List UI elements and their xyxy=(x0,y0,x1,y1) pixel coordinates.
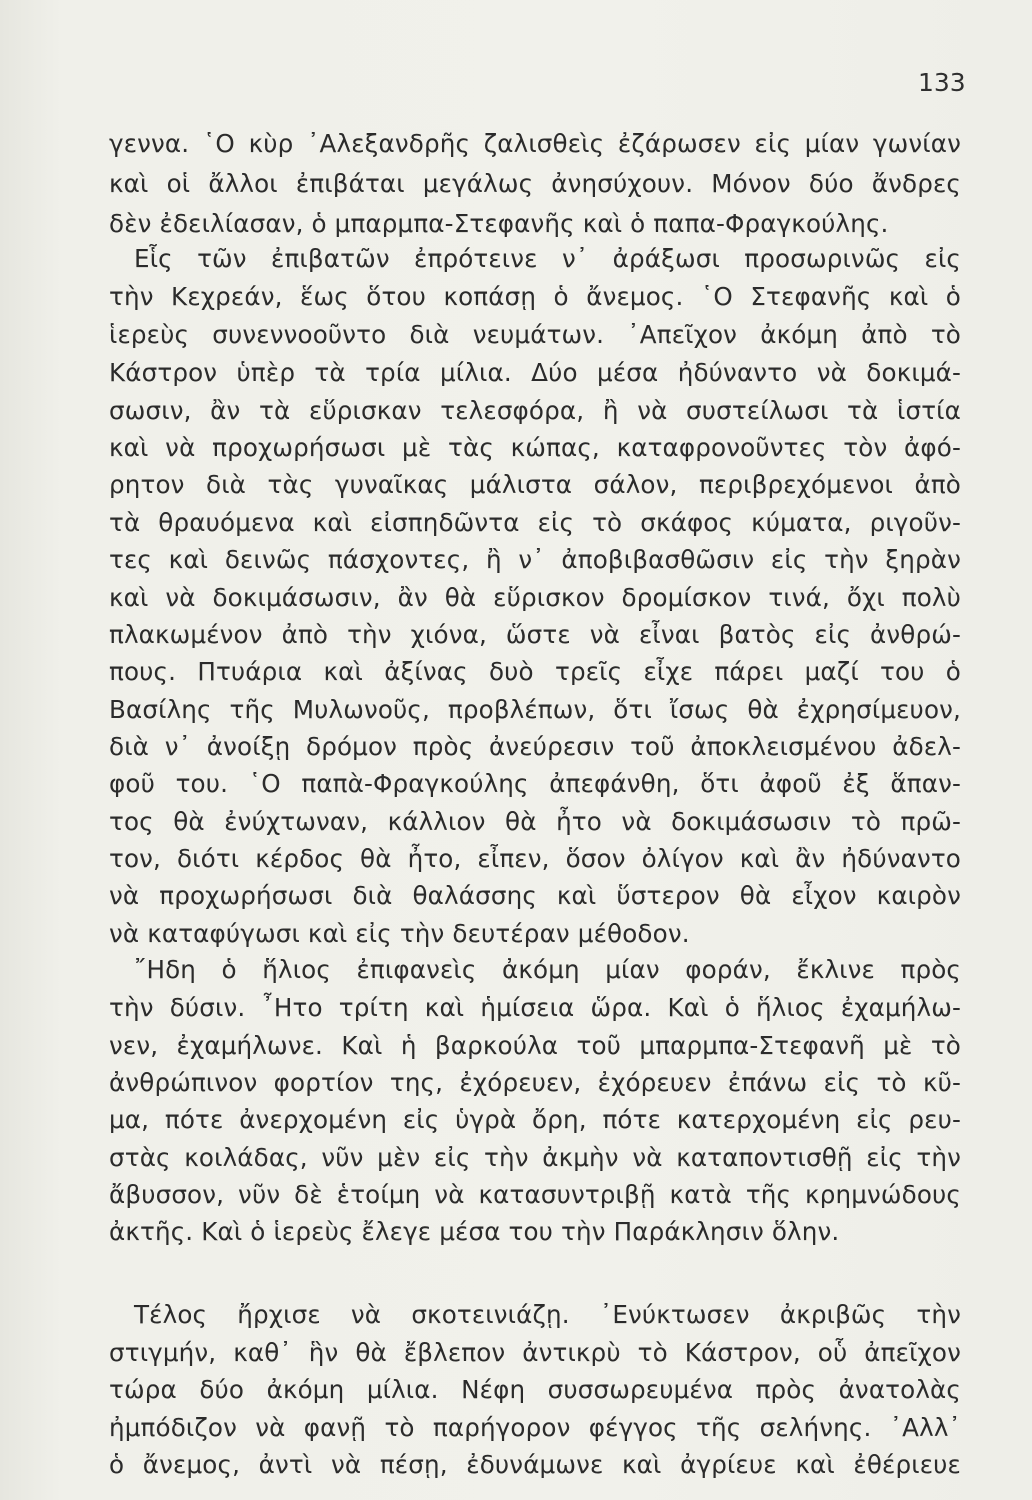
text-line: πους. Πτυάρια καὶ ἀξίνας δυὸ τρεῖς εἶχε πάρει μαζί του ὁ xyxy=(109,657,961,686)
text-line: ἠμπόδιζον νὰ φανῇ τὸ παρήγορον φέγγος τῆς σελήνης. ᾿Αλλ᾿ xyxy=(109,1413,961,1442)
text-line: Εἷς τῶν ἐπιβατῶν ἐπρότεινε ν᾿ ἀράξωσι προσωρινῶς εἰς xyxy=(134,244,961,273)
text-line: γεννα. ῾Ο κὺρ ᾿Αλεξανδρῆς ζαλισθεὶς ἐζάρωσεν εἰς μίαν γωνίαν xyxy=(109,129,961,158)
text-line: τος θὰ ἐνύχτωναν, κάλλιον θὰ ἦτο νὰ δοκιμάσωσιν τὸ πρῶ- xyxy=(109,807,961,836)
text-line: ἀνθρώπινον φορτίον της, ἐχόρευεν, ἐχόρευεν ἐπάνω εἰς τὸ κῦ- xyxy=(109,1068,961,1097)
text-line: καὶ νὰ προχωρήσωσι μὲ τὰς κώπας, καταφρονοῦντες τὸν ἀφό- xyxy=(109,433,961,462)
text-line: δὲν ἐδειλίασαν, ὁ μπαρμπα-Στεφανῆς καὶ ὁ παπα-Φραγκούλης. xyxy=(109,209,889,238)
text-line: διὰ ν᾿ ἀνοίξῃ δρόμον πρὸς ἀνεύρεσιν τοῦ ἀποκλεισμένου ἀδελ- xyxy=(109,732,961,761)
text-line: νὰ καταφύγωσι καὶ εἰς τὴν δευτέραν μέθοδον. xyxy=(109,919,690,948)
page-number: 133 xyxy=(918,68,966,97)
text-line: τον, διότι κέρδος θὰ ἦτο, εἶπεν, ὅσον ὀλίγον καὶ ἂν ἠδύναντο xyxy=(109,844,961,873)
text-line: ῎Ηδη ὁ ἥλιος ἐπιφανεὶς ἀκόμη μίαν φοράν, ἔκλινε πρὸς xyxy=(134,955,961,984)
text-line: ὁ ἄνεμος, ἀντὶ νὰ πέσῃ, ἐδυνάμωνε καὶ ἀγρίευε καὶ ἐθέριευε xyxy=(109,1450,961,1479)
text-line: ἄβυσσον, νῦν δὲ ἑτοίμη νὰ κατασυντριβῇ κατὰ τῆς κρημνώδους xyxy=(109,1180,961,1209)
text-line: Τέλος ἤρχισε νὰ σκοτεινιάζῃ. ᾿Ενύκτωσεν ἀκριβῶς τὴν xyxy=(134,1300,961,1329)
text-line: τὰ θραυόμενα καὶ εἰσπηδῶντα εἰς τὸ σκάφος κύματα, ριγοῦν- xyxy=(109,508,961,537)
text-line: τες καὶ δεινῶς πάσχοντες, ἢ ν᾿ ἀποβιβασθῶσιν εἰς τὴν ξηρὰν xyxy=(109,545,961,574)
text-line: στὰς κοιλάδας, νῦν μὲν εἰς τὴν ἀκμὴν νὰ καταποντισθῇ εἰς τὴν xyxy=(109,1143,961,1172)
text-line: Βασίλης τῆς Μυλωνοῦς, προβλέπων, ὅτι ἴσως θὰ ἐχρησίμευον, xyxy=(109,695,961,724)
text-line: νὰ προχωρήσωσι διὰ θαλάσσης καὶ ὕστερον θὰ εἶχον καιρὸν xyxy=(109,881,961,910)
text-line: Κάστρον ὑπὲρ τὰ τρία μίλια. Δύο μέσα ἠδύναντο νὰ δοκιμά- xyxy=(109,358,961,387)
text-line: πλακωμένον ἀπὸ τὴν χιόνα, ὥστε νὰ εἶναι βατὸς εἰς ἀνθρώ- xyxy=(109,620,961,649)
text-line: μα, πότε ἀνερχομένη εἰς ὑγρὰ ὄρη, πότε κατερχομένη εἰς ρευ- xyxy=(109,1105,961,1134)
text-line: τὴν δύσιν. ῏Ητο τρίτη καὶ ἡμίσεια ὥρα. Καὶ ὁ ἥλιος ἐχαμήλω- xyxy=(109,993,961,1022)
text-line: τώρα δύο ἀκόμη μίλια. Νέφη συσσωρευμένα πρὸς ἀνατολὰς xyxy=(109,1375,961,1404)
text-line: σωσιν, ἂν τὰ εὕρισκαν τελεσφόρα, ἢ νὰ συστείλωσι τὰ ἱστία xyxy=(109,396,961,425)
text-line: νεν, ἐχαμήλωνε. Καὶ ἡ βαρκούλα τοῦ μπαρμπα-Στεφανῆ μὲ τὸ xyxy=(109,1031,961,1060)
text-line: τὴν Κεχρεάν, ἕως ὅτου κοπάσῃ ὁ ἄνεμος. ῾Ο Στεφανῆς καὶ ὁ xyxy=(109,282,961,311)
text-line: ρητον διὰ τὰς γυναῖκας μάλιστα σάλον, περιβρεχόμενοι ἀπὸ xyxy=(109,470,961,499)
text-line: καὶ οἱ ἄλλοι ἐπιβάται μεγάλως ἀνησύχουν. Μόνον δύο ἄνδρες xyxy=(109,169,961,198)
text-line: καὶ νὰ δοκιμάσωσιν, ἂν θὰ εὕρισκον δρομίσκον τινά, ὄχι πολὺ xyxy=(109,583,961,612)
text-line: στιγμήν, καθ᾿ ἣν θὰ ἔβλεπον ἀντικρὺ τὸ Κάστρον, οὗ ἀπεῖχον xyxy=(109,1338,961,1367)
text-line: ἀκτῆς. Καὶ ὁ ἱερεὺς ἔλεγε μέσα του τὴν Παράκλησιν ὅλην. xyxy=(109,1217,840,1246)
text-line: ἱερεὺς συνεννοοῦντο διὰ νευμάτων. ᾿Απεῖχον ἀκόμη ἀπὸ τὸ xyxy=(109,320,961,349)
text-line: φοῦ του. ῾Ο παπὰ-Φραγκούλης ἀπεφάνθη, ὅτι ἀφοῦ ἐξ ἅπαν- xyxy=(109,769,961,798)
